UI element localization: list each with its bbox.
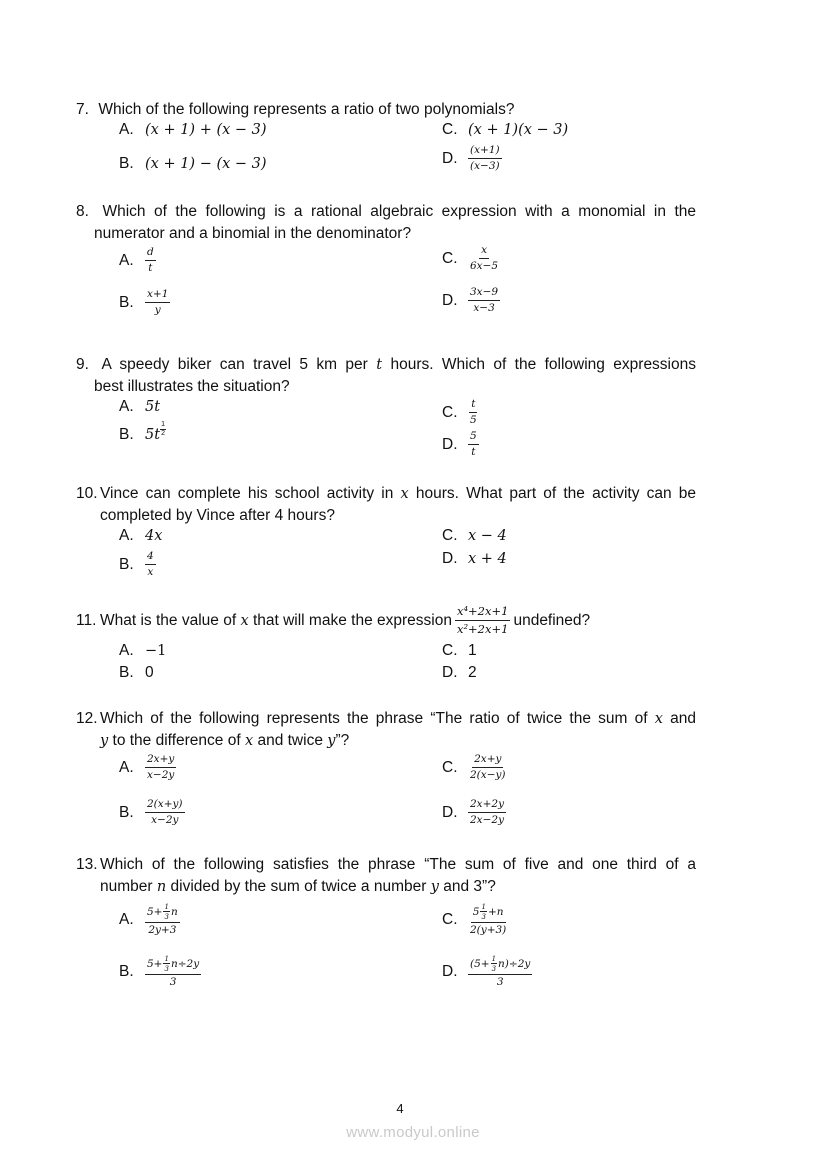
option-expression: x + 4: [468, 551, 507, 567]
question-number: 9.: [76, 356, 89, 373]
option-8d[interactable]: [442, 286, 500, 315]
question-stem-line1: Which of the following is a rational algebraic expression with a monomial in the: [102, 203, 696, 220]
option-8a[interactable]: [119, 246, 156, 275]
option-expression: 5t: [145, 399, 161, 415]
variable-t: t: [376, 357, 383, 373]
option-expression-base: 5t: [145, 427, 161, 443]
option-10b[interactable]: [119, 550, 156, 579]
option-12d[interactable]: [442, 798, 506, 827]
question-stem-text: undefined?: [513, 611, 591, 629]
question-10: [76, 483, 696, 527]
numerator: 4: [145, 550, 156, 565]
question-stem-line2: best illustrates the situation?: [94, 378, 290, 395]
option-9b[interactable]: [119, 420, 166, 444]
denominator: 3: [496, 976, 504, 988]
option-10d[interactable]: [442, 550, 507, 568]
variable-x: x: [400, 486, 409, 502]
question-7: [76, 99, 696, 121]
watermark: www.modyul.online: [346, 1124, 480, 1141]
numerator: x+1: [145, 288, 170, 303]
option-8b[interactable]: [119, 288, 170, 317]
option-label: C.: [442, 911, 458, 928]
denominator: 2(y+3): [470, 924, 507, 936]
option-label: B.: [119, 963, 134, 980]
option-9c[interactable]: [442, 398, 479, 427]
option-11c[interactable]: [442, 642, 477, 660]
question-stem-text: divided by the sum of twice a number: [170, 878, 427, 895]
option-label: D.: [442, 149, 458, 167]
page-number: 4: [396, 1101, 404, 1116]
question-stem-line2: [76, 876, 696, 898]
question-stem-text: and twice: [257, 732, 323, 749]
exponent-denominator: 2: [161, 429, 165, 437]
numerator: x: [479, 244, 489, 259]
fraction: [468, 430, 479, 459]
option-label: A.: [119, 398, 134, 415]
denominator: 2x−2y: [470, 814, 505, 826]
fraction: [145, 955, 201, 989]
option-label: A.: [119, 527, 134, 544]
option-label: B.: [119, 555, 134, 573]
fraction: [145, 753, 176, 782]
one-third-fraction: $\frac{1}{3}$: [164, 903, 169, 921]
variable-x: x: [654, 711, 663, 727]
variable-y: y: [100, 733, 109, 749]
numerator: 2x+2y: [468, 798, 506, 813]
option-label: C.: [442, 249, 458, 267]
option-12b[interactable]: [119, 798, 185, 827]
question-stem-text: hours. Which of the following expressions: [390, 356, 696, 373]
option-10c[interactable]: [442, 527, 507, 545]
fraction: [145, 550, 156, 579]
question-stem-line2: completed by Vince after 4 hours?: [100, 507, 335, 524]
one-third-fraction: $\frac{1}{3}$: [491, 955, 497, 973]
option-label: C.: [442, 121, 458, 138]
option-7d[interactable]: [442, 144, 502, 173]
option-expression: x − 4: [468, 528, 507, 544]
option-11d[interactable]: [442, 664, 477, 682]
question-12: [76, 708, 696, 752]
option-13c[interactable]: [442, 903, 508, 937]
option-expression: 1: [468, 642, 477, 659]
option-label: B.: [119, 293, 134, 311]
question-number: 8.: [76, 203, 89, 220]
question-number: 10.: [76, 485, 98, 502]
question-stem-line2: numerator and a binomial in the denominator?: [94, 225, 412, 242]
option-label: A.: [119, 251, 134, 269]
option-label: D.: [442, 550, 458, 567]
exponent-fraction: [160, 421, 166, 438]
numerator: 2x+y: [145, 753, 176, 768]
numerator: (x+1): [468, 144, 502, 159]
option-label: A.: [119, 911, 134, 928]
fraction: [468, 753, 508, 782]
question-stem-text: and 3”?: [443, 878, 496, 895]
option-label: C.: [442, 403, 458, 421]
one-third-fraction: $\frac{1}{3}$: [164, 955, 169, 973]
option-expression: (x + 1) + (x − 3): [145, 122, 267, 138]
fraction: [145, 246, 156, 275]
question-stem-text: and: [670, 710, 697, 727]
one-third-fraction: $\frac{1}{3}$: [481, 903, 486, 921]
numerator: x⁴+2x+1: [455, 604, 511, 621]
option-10a[interactable]: [119, 527, 162, 545]
option-13b[interactable]: [119, 955, 201, 989]
numerator: 2(x+y): [145, 798, 185, 813]
denominator: 5: [470, 414, 477, 426]
fraction: [468, 244, 500, 273]
denominator: x−2y: [151, 814, 179, 826]
denominator: 2(x−y): [470, 769, 506, 781]
question-stem-text: Which of the following satisfies the phrase “The sum of five and one third of a: [100, 856, 696, 873]
option-label: D.: [442, 291, 458, 309]
fraction: [468, 144, 502, 173]
question-number: 13.: [76, 856, 98, 873]
question-stem-text: What is the value of: [100, 611, 237, 629]
question-stem-text: hours. What part of the activity can be: [415, 485, 696, 502]
fraction: [145, 798, 185, 827]
numerator: 5: [468, 430, 479, 445]
denominator: (x−3): [470, 160, 500, 172]
denominator: x: [147, 566, 154, 578]
option-label: D.: [442, 803, 458, 821]
question-number: 11.: [76, 611, 97, 629]
option-expression: (x + 1)(x − 3): [468, 122, 569, 138]
variable-n: n: [156, 879, 167, 895]
question-11: [76, 604, 696, 637]
numerator: (5+ $\frac{1}{3}$ n)÷2y: [470, 955, 531, 973]
question-stem: Which of the following represents a ratio of two polynomials?: [98, 101, 515, 118]
option-label: A.: [119, 758, 134, 776]
denominator: y: [154, 304, 161, 316]
option-12c[interactable]: [442, 753, 508, 782]
option-expression: (x + 1) − (x − 3): [145, 156, 267, 172]
option-11a[interactable]: [119, 642, 166, 660]
denominator: x−2y: [147, 769, 175, 781]
option-9d[interactable]: [442, 430, 479, 459]
numerator: 5 $\frac{1}{3}$ +n: [472, 903, 504, 921]
fraction: [468, 798, 506, 827]
question-stem-line2: [76, 730, 696, 752]
question-stem-text: ”?: [335, 732, 350, 749]
variable-y: y: [327, 733, 336, 749]
question-stem-text: to the difference of: [112, 732, 241, 749]
option-label: B.: [119, 803, 134, 821]
question-stem-text: number: [100, 878, 153, 895]
numerator: 5+ $\frac{1}{3}$ n÷2y: [147, 955, 200, 973]
denominator: t: [471, 446, 476, 458]
question-stem-text: that will make the expression: [252, 611, 452, 629]
option-label: C.: [442, 642, 458, 659]
option-9a[interactable]: [119, 398, 160, 416]
numerator: 2x+y: [472, 753, 503, 768]
fraction: [145, 903, 180, 937]
numerator: t: [469, 398, 477, 413]
numerator: 3x−9: [468, 286, 500, 301]
variable-x: x: [244, 733, 254, 749]
fraction: [468, 398, 479, 427]
variable-x: x: [240, 612, 249, 629]
denominator: x−3: [473, 302, 495, 314]
option-7a[interactable]: [119, 121, 267, 139]
option-expression: 2: [468, 664, 477, 681]
option-13a[interactable]: [119, 903, 180, 937]
denominator: 3: [169, 976, 177, 988]
fraction: [468, 286, 500, 315]
question-9: [76, 354, 696, 398]
option-label: B.: [119, 426, 134, 443]
exponent-numerator: 1: [161, 420, 165, 428]
option-13d[interactable]: [442, 955, 532, 989]
option-expression: −1: [145, 643, 167, 659]
option-label: D.: [442, 664, 458, 681]
option-label: D.: [442, 435, 458, 453]
question-stem-text: Which of the following represents the phrase “The ratio of twice the sum of: [100, 710, 648, 727]
fraction: [145, 288, 170, 317]
option-label: C.: [442, 527, 458, 544]
fraction: [468, 955, 532, 989]
option-label: B.: [119, 664, 134, 681]
option-label: A.: [119, 642, 134, 659]
question-13: [76, 854, 696, 898]
question-number: 7.: [76, 101, 89, 118]
option-expression: 0: [145, 664, 154, 681]
variable-y: y: [430, 879, 439, 895]
denominator: 2y+3: [148, 924, 177, 936]
fraction: [468, 903, 508, 937]
denominator: t: [148, 262, 153, 274]
denominator: x²+2x+1: [456, 622, 509, 636]
option-7b[interactable]: [119, 155, 267, 173]
question-8: [76, 201, 696, 245]
denominator: 6x−5: [470, 260, 499, 272]
option-11b[interactable]: [119, 664, 154, 682]
question-number: 12.: [76, 710, 98, 727]
option-12a[interactable]: [119, 753, 176, 782]
option-label: C.: [442, 758, 458, 776]
option-label: B.: [119, 155, 134, 172]
question-stem-text: A speedy biker can travel 5 km per: [101, 356, 368, 373]
numerator: 5+ $\frac{1}{3}$ n: [147, 903, 178, 921]
option-7c[interactable]: [442, 121, 568, 139]
numerator: d: [145, 246, 156, 261]
question-stem-text: Vince can complete his school activity in: [100, 485, 394, 502]
option-label: A.: [119, 121, 134, 138]
option-8c[interactable]: [442, 244, 500, 273]
option-expression: 4x: [145, 528, 163, 544]
expression-fraction: [455, 604, 511, 637]
option-label: D.: [442, 963, 458, 980]
